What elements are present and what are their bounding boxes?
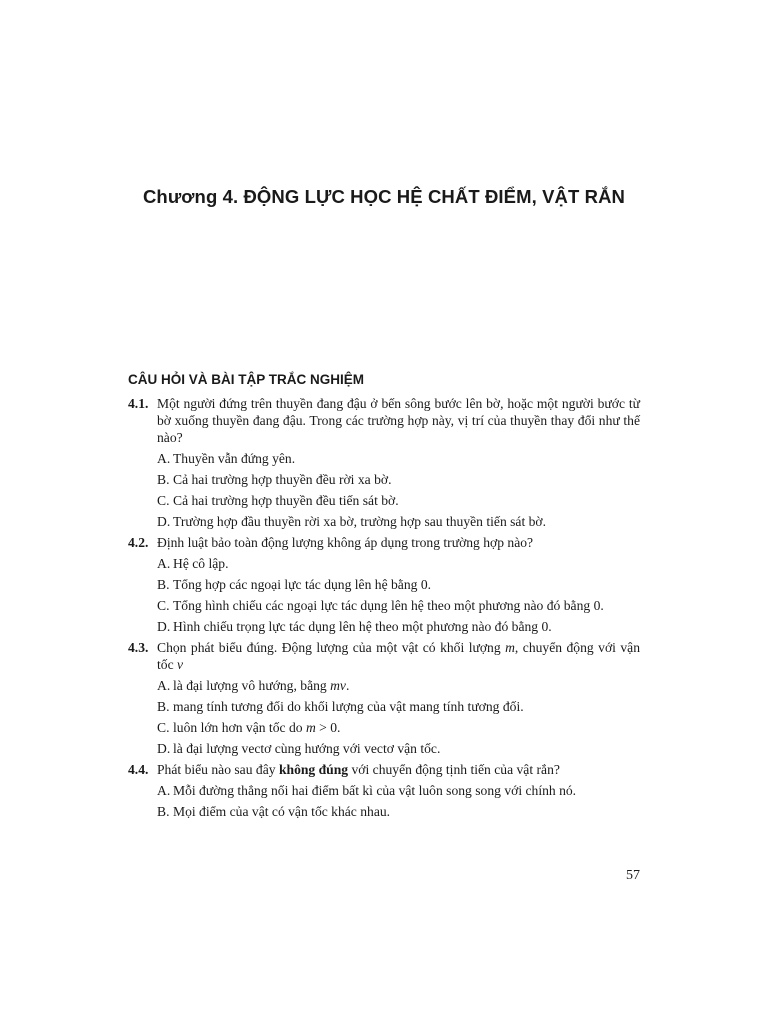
option-text: Mọi điểm của vật có vận tốc khác nhau. — [173, 804, 391, 819]
variable-m: m — [305, 720, 316, 735]
question-text: Định luật bảo toàn động lượng không áp dụng trong trường hợp nào? — [157, 535, 534, 550]
option-text-part: . — [345, 678, 350, 693]
question-text-part: Chọn phát biểu đúng. Động lượng của một vật có khối lượng — [157, 640, 506, 655]
question-number: 4.4. — [128, 762, 149, 777]
question-list — [128, 395, 640, 824]
option-letter: A. — [157, 556, 171, 571]
question-number: 4.2. — [128, 535, 149, 550]
variable-v: v — [177, 657, 184, 672]
option-letter: C. — [157, 720, 170, 735]
option-letter: A. — [157, 451, 171, 466]
option-letter: D. — [157, 514, 171, 529]
option-c — [157, 597, 640, 614]
option-text: là đại lượng vectơ cùng hướng với vectơ vận tốc. — [173, 741, 441, 756]
option-a — [157, 450, 640, 467]
question-text-part: với chuyển động tịnh tiến của vật rắn? — [348, 762, 560, 777]
option-d — [157, 618, 640, 635]
option-letter: B. — [157, 577, 170, 592]
option-a — [157, 782, 640, 799]
option-text: Hệ cô lập. — [173, 556, 229, 571]
option-letter: D. — [157, 741, 171, 756]
option-c — [157, 492, 640, 509]
option-text-part: > 0. — [315, 720, 341, 735]
option-d — [157, 740, 640, 757]
option-letter: C. — [157, 598, 170, 613]
option-text: Mỗi đường thẳng nối hai điểm bất kì của vật luôn song song với chính nó. — [173, 783, 577, 798]
question-text-part: , chuyển động với vận tốc — [157, 640, 641, 672]
option-letter: A. — [157, 678, 171, 693]
emphasis-not-correct: không đúng — [278, 762, 349, 777]
option-b — [157, 803, 640, 820]
option-a — [157, 677, 640, 694]
variable-mv: mv — [330, 678, 346, 693]
option-letter: B. — [157, 804, 170, 819]
option-b — [157, 576, 640, 593]
option-text: Hình chiếu trọng lực tác dụng lên hệ theo một phương nào đó bằng 0. — [173, 619, 552, 634]
option-text: Cả hai trường hợp thuyền đều tiến sát bờ. — [173, 493, 399, 508]
option-letter: C. — [157, 493, 170, 508]
option-text: Tổng hợp các ngoại lực tác dụng lên hệ bằng 0. — [173, 577, 432, 592]
option-a — [157, 555, 640, 572]
option-c — [157, 719, 640, 736]
variable-m: m — [505, 640, 515, 655]
question-text — [157, 639, 640, 673]
section-heading: CÂU HỎI VÀ BÀI TẬP TRẮC NGHIỆM — [128, 372, 365, 387]
option-b — [157, 698, 640, 715]
option-letter: A. — [157, 783, 171, 798]
option-b — [157, 471, 640, 488]
question-text — [157, 761, 640, 778]
option-text: mang tính tương đối do khối lượng của vật mang tính tương đối. — [173, 699, 524, 714]
option-letter: D. — [157, 619, 171, 634]
question-4-2 — [128, 534, 640, 635]
question-number: 4.3. — [128, 640, 149, 655]
option-text: Trường hợp đầu thuyền rời xa bờ, trường hợp sau thuyền tiến sát bờ. — [173, 514, 547, 529]
question-text-part: Phát biểu nào sau đây — [157, 762, 279, 777]
chapter-title: Chương 4. ĐỘNG LỰC HỌC HỆ CHẤT ĐIỂM, VẬT RẮN — [142, 186, 626, 207]
page-number: 57 — [626, 868, 640, 883]
option-d — [157, 513, 640, 530]
question-4-3 — [128, 639, 640, 757]
option-text-part: luôn lớn hơn vận tốc do — [173, 720, 306, 735]
option-text: Tổng hình chiếu các ngoại lực tác dụng lên hệ theo một phương nào đó bằng 0. — [173, 598, 604, 613]
option-text: Thuyền vẫn đứng yên. — [173, 451, 296, 466]
question-4-1 — [128, 395, 640, 530]
option-letter: B. — [157, 472, 170, 487]
option-text — [173, 719, 640, 736]
option-text-part: là đại lượng vô hướng, bằng — [173, 678, 331, 693]
option-text — [173, 677, 640, 694]
option-text: Cả hai trường hợp thuyền đều rời xa bờ. — [173, 472, 392, 487]
question-4-4 — [128, 761, 640, 820]
question-text: Một người đứng trên thuyền đang đậu ở bến sông bước lên bờ, hoặc một người bước từ bờ xuống thuyền đang đậu. Trong các trường hợp này, vị trí của thuyền thay đổi như thế nào? — [157, 396, 640, 445]
option-letter: B. — [157, 699, 170, 714]
question-number: 4.1. — [128, 396, 149, 411]
